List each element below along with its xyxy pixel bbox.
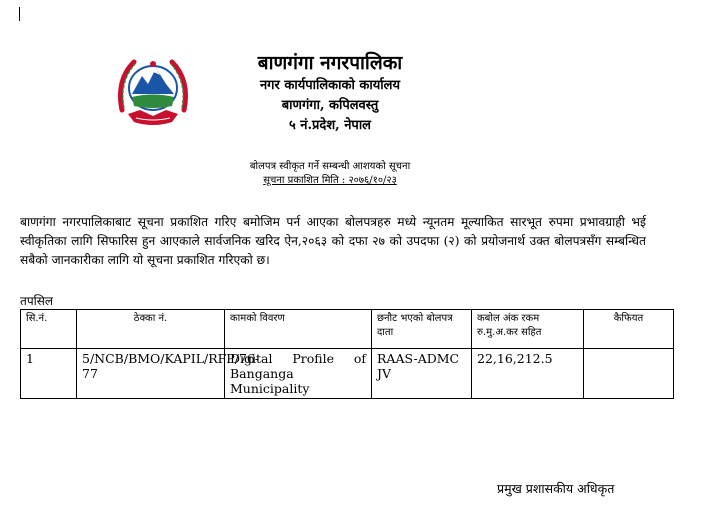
cell-bidder: RAAS-ADMC JV [372,349,472,399]
cell-contract-no: 5/NCB/BMO/KAPIL/RFP/76-77 [77,349,225,399]
cell-remarks [584,349,674,399]
office-header [200,50,460,136]
table-row [21,349,674,399]
signature-title: प्रमुख प्रशासकीय अधिकृत [497,481,615,496]
office-address: बाणगंगा, कपिलवस्तु [281,98,379,113]
notice-block [150,160,510,188]
cell-serial: 1 [21,349,77,399]
office-province: ५ नं.प्रदेश, नेपाल [289,118,371,133]
text-cursor [19,7,20,21]
section-label: तपसिल [20,294,54,308]
cell-amount: 22,16,212.5 [472,349,584,399]
cell-description: Digital Profile of Banganga Municipality [225,349,372,399]
notice-title: बोलपत्र स्वीकृत गर्ने सम्बन्धी आशयको सूचना [249,161,411,172]
notice-published-date: सूचना प्रकाशित मिति : २०७६/१०/२३ [263,175,397,186]
table-header-row [21,310,674,349]
header-contract-no: ठेक्का नं. [77,310,225,349]
header-description: कामको विवरण [225,310,372,349]
header-remarks: कैफियत [584,310,674,349]
notice-body: बाणगंगा नगरपालिकाबाट सूचना प्रकाशित गरिए बमोजिम पर्न आएका बोलपत्रहरु मध्ये न्यूनतम मूल्याकित सारभूत रुपमा प्रभावग्राही भई स्वीकृतिका लागि सिफारिस हुन आएकाले सार्वजनिक खरिद ऐन,२०६३ को दफा २७ को उपदफा (२) को प्रयोजनार्थ उक्त बोलपत्रसँग सम्बन्धित सबैको जानकारीका लागि यो सूचना प्रकाशित गरिएको छ। [20,215,646,267]
header-bidder: छनौट भएको बोलपत्र दाता [372,310,472,349]
header-amount: कबोल अंक रकम रु.मु.अ.कर सहित [472,310,584,349]
details-table [20,309,674,399]
office-line: नगर कार्यपालिकाको कार्यालय [259,78,401,93]
header-serial: सि.नं. [21,310,77,349]
nepal-emblem-icon [112,50,194,130]
office-name: बाणगंगा नगरपालिका [257,52,403,74]
